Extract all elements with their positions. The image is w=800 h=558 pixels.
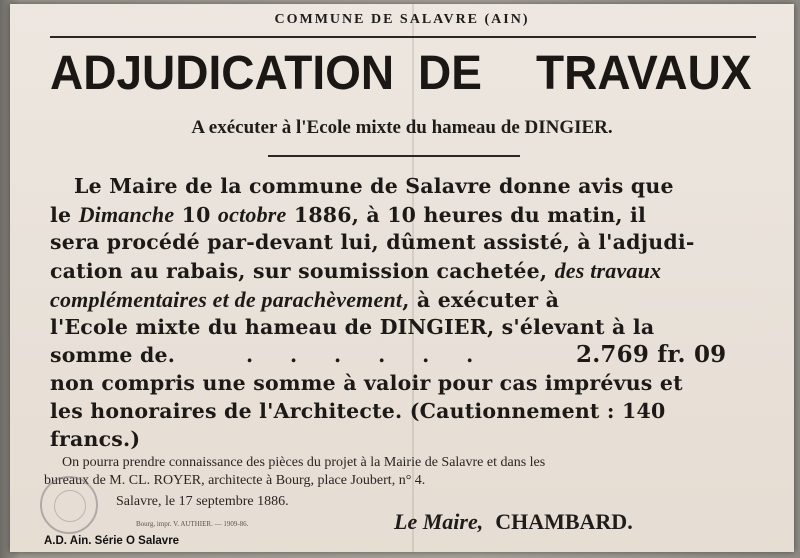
header-rule <box>50 36 756 38</box>
poster <box>10 4 794 552</box>
subtitle-rule <box>268 155 520 157</box>
body-line-10: francs.) <box>50 427 141 451</box>
printer-line: Bourg, impr. V. AUTHIER. — 1909-86. <box>136 520 249 528</box>
body-line-6: l'Ecole mixte du hameau de DINGIER, s'élevant à la <box>50 315 655 339</box>
signature: Le Maire, CHAMBARD. <box>394 509 633 534</box>
body-line-5: complémentaires et de parachèvement, à exécuter à <box>50 287 560 312</box>
body-line-4: cation au rabais, sur soumission cachetée, des travaux <box>50 258 662 283</box>
subtitle: A exécuter à l'Ecole mixte du hameau de DINGIER. <box>191 117 613 138</box>
body-line-7: somme de. . . . . . . 2.769 fr. 09 <box>50 341 727 368</box>
body-line-2: le Dimanche 10 octobre 1886, à 10 heures du matin, il <box>50 202 647 227</box>
amount: 2.769 fr. 09 <box>576 341 727 368</box>
commune-header: COMMUNE DE SALAVRE (AIN) <box>274 12 530 27</box>
notice-line-1: On pourra prendre connaissance des pièces du projet à la Mairie de Salavre et dans les <box>62 455 546 470</box>
title-word-travaux: TRAVAUX <box>536 45 752 100</box>
body-line-8: non compris une somme à valoir pour cas imprévus et <box>50 371 683 395</box>
leader-dots: . . . . . . <box>246 343 474 367</box>
title-word-adjudication: ADJUDICATION <box>50 45 395 100</box>
archive-caption: A.D. Ain. Série O Salavre <box>44 535 180 547</box>
notice-line-2: bureaux de M. CL. ROYER, architecte à Bourg, place Joubert, n° 4. <box>44 473 426 488</box>
body-line-9: les honoraires de l'Architecte. (Cautionnement : 140 <box>50 399 666 423</box>
body-line-1: Le Maire de la commune de Salavre donne avis que <box>74 174 674 198</box>
body-line-3: sera procédé par-devant lui, dûment assisté, à l'adjudi- <box>50 230 695 254</box>
title-word-de: DE <box>418 45 482 100</box>
notice-date: Salavre, le 17 septembre 1886. <box>116 494 289 509</box>
archive-stamp <box>40 476 98 534</box>
